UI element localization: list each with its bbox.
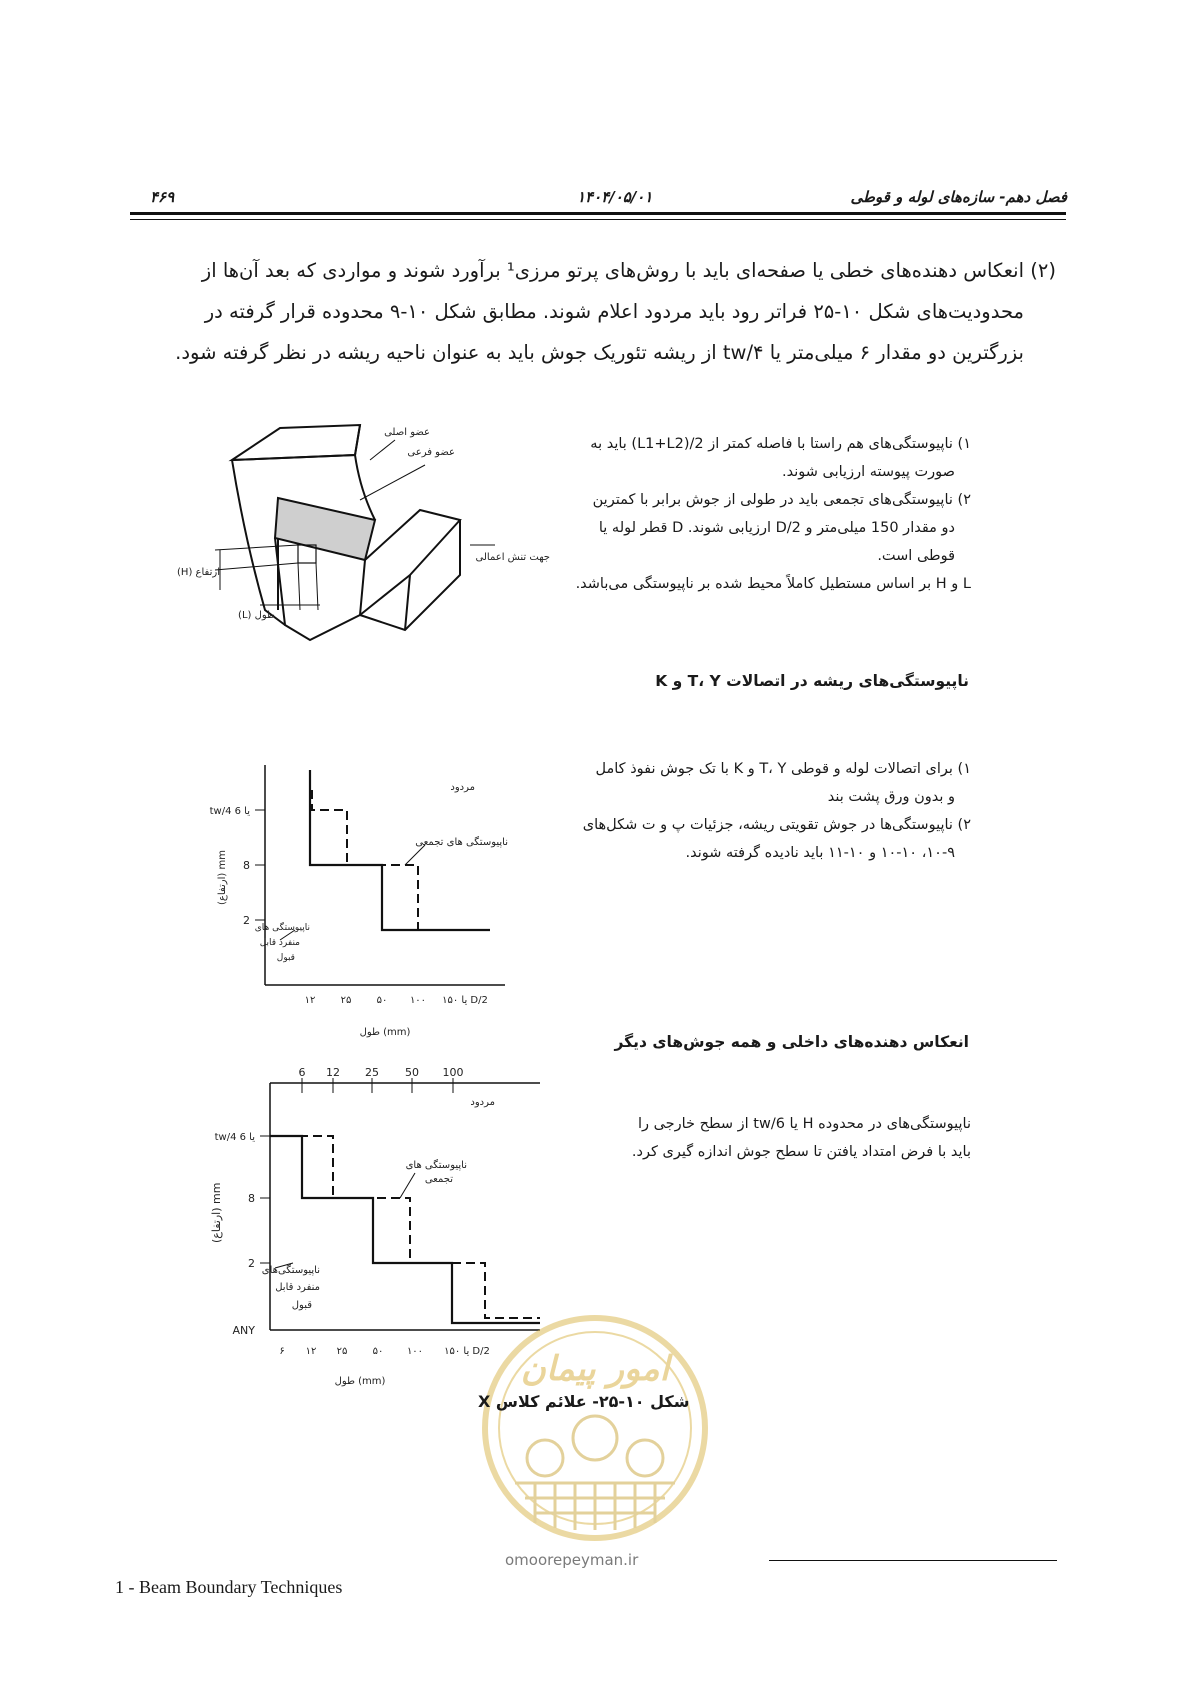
weld-isometric-diagram: [160, 420, 570, 675]
paragraph-line-1: انعکاس دهنده‌های خطی یا صفحه‌ای باید با روش‌های پرتو مرزی¹ برآورد شوند و مواردی که بعد آن‌ها از: [201, 259, 1024, 282]
s2-note1b: و بدون ورق پشت بند: [827, 789, 955, 805]
c1-cumulative: ناپیوستگی های تجمعی: [415, 837, 508, 848]
c2-xtick-50: ۵۰: [372, 1346, 384, 1357]
c1-single-2: منفرد قابل: [259, 938, 300, 948]
footnote: 1 - Beam Boundary Techniques: [115, 1577, 343, 1597]
paragraph-number: (۲): [1030, 259, 1056, 282]
c2-xlabel: طول (mm): [334, 1376, 386, 1387]
c1-xlabel: طول (mm): [359, 1027, 411, 1038]
c2-top-12: 12: [326, 1068, 340, 1079]
watermark-url: omoorepeyman.ir: [505, 1551, 639, 1569]
c2-rejected: مردود: [470, 1097, 495, 1108]
c2-ytick-6: tw/4 یا 6: [214, 1132, 255, 1143]
s1-note2b: دو مقدار 150 میلی‌متر و D/2 ارزیابی شوند. D قطر لوله یا: [598, 520, 955, 536]
header-rule: [130, 212, 1066, 215]
c2-top-50: 50: [405, 1068, 419, 1079]
s2-note2b: ۱۰-۹، ۱۰-۱۰ و ۱۰-۱۱ باید نادیده گرفته شوند.: [685, 845, 955, 861]
s3-note1a: ناپیوستگی‌های در محدوده H یا tw/6 از سطح خارجی را: [637, 1116, 971, 1132]
c1-xtick-50: ۵۰: [376, 995, 388, 1006]
label-main-member: عضو اصلی: [384, 427, 430, 438]
c2-cumulative-2: تجمعی: [424, 1174, 453, 1185]
c2-single-2: منفرد قابل: [275, 1282, 320, 1293]
c1-ylabel: (ارتفاع) mm: [217, 850, 228, 905]
section2-heading: انعکاس دهنده‌های داخلی و همه جوش‌های دیگر: [614, 1033, 969, 1051]
section2-notes: [571, 755, 971, 867]
s1-note3: L و H بر اساس مستطیل کاملاً محیط شده بر ناپیوستگی می‌باشد.: [575, 576, 971, 592]
watermark-brand: امور پیمان: [520, 1349, 670, 1389]
c2-ytick-2: 2: [248, 1257, 255, 1270]
section3-notes: [571, 1110, 971, 1166]
page-number: ۴۶۹: [150, 188, 175, 206]
s1-note2a: ۲) ناپیوستگی‌های تجمعی باید در طولی از جوش برابر با کمترین: [592, 492, 971, 508]
c2-cumulative-1: ناپیوستگی های: [405, 1160, 467, 1171]
label-length: طول (L): [238, 610, 275, 621]
c2-xtick-6: ۶: [279, 1346, 285, 1357]
s3-note1b: باید با فرض امتداد یافتن تا سطح جوش اندازه گیری کرد.: [631, 1144, 971, 1160]
c1-ytick-6: tw/4 یا 6: [209, 806, 250, 817]
c2-ytick-8: 8: [248, 1192, 255, 1205]
section1-heading: ناپیوستگی‌های ریشه در اتصالات T، Y و K: [655, 672, 969, 690]
c2-xtick-12: ۱۲: [305, 1346, 317, 1357]
label-branch-member: عضو فرعی: [407, 447, 455, 458]
header-date: ۱۴۰۴/۰۵/۰۱: [577, 188, 653, 206]
c2-top-25: 25: [365, 1068, 379, 1079]
root-discontinuity-chart: [200, 755, 510, 1050]
c1-xtick-100: ۱۰۰: [409, 995, 427, 1006]
figure-caption: شکل ۱۰-۲۵- علائم کلاس X: [478, 1392, 690, 1411]
label-stress-direction: جهت تنش اعمالی: [475, 552, 550, 563]
label-height: ارتفاع (H): [177, 567, 220, 578]
chapter-title: فصل دهم- سازه‌های لوله و قوطی: [850, 188, 1067, 206]
paragraph-line-3: بزرگترین دو مقدار ۶ میلی‌متر یا tw/۴ از ریشه تئوریک جوش باید به عنوان ناحیه ریشه در نظر گرفته شود.: [175, 341, 1024, 364]
c2-ylabel: (ارتفاع) mm: [210, 1182, 223, 1243]
c1-xtick-25: ۲۵: [340, 995, 352, 1006]
single-discontinuity-line: [310, 770, 490, 930]
s1-note2c: قوطی است.: [877, 548, 955, 564]
c1-ytick-8: 8: [243, 859, 250, 872]
s2-note1a: ۱) برای اتصالات لوله و قوطی T، Y و K با تک جوش نفوذ کامل: [595, 761, 971, 777]
main-paragraph: [129, 250, 1056, 373]
c1-xtick-150: ۱۵۰ یا D/2: [442, 995, 488, 1006]
watermark-seal: [475, 1308, 715, 1543]
c2-top-6: 6: [298, 1068, 306, 1079]
footnote-rule: [769, 1560, 1057, 1561]
c2-single-1: ناپیوستگی‌های: [261, 1265, 320, 1276]
c2-xtick-25: ۲۵: [336, 1346, 348, 1357]
c1-single-3: قبول: [276, 953, 295, 963]
c2-single-3: قبول: [291, 1300, 312, 1311]
c2-xtick-100: ۱۰۰: [406, 1346, 424, 1357]
paragraph-line-2: محدودیت‌های شکل ۱۰-۲۵ فراتر رود باید مردود اعلام شوند. مطابق شکل ۱۰-۹ محدوده قرار گرفته در: [204, 300, 1024, 323]
c1-xtick-12: ۱۲: [304, 995, 316, 1006]
c2-xtick-150: ۱۵۰ یا D/2: [444, 1346, 490, 1357]
c1-single-1: ناپیوستگی های: [254, 923, 310, 933]
s1-note1a: ۱) ناپیوستگی‌های هم راستا با فاصله کمتر از L1+L2)/2) باید به: [590, 436, 971, 452]
section1-notes: [571, 430, 971, 598]
s1-note1b: صورت پیوسته ارزیابی شوند.: [782, 464, 955, 480]
cumulative-discontinuity-line: [312, 790, 490, 930]
header-rule-thin: [130, 219, 1066, 220]
c1-rejected: مردود: [450, 782, 475, 793]
s2-note2a: ۲) ناپیوستگی‌ها در جوش تقویتی ریشه، جزئیات پ و ت شکل‌های: [582, 817, 971, 833]
c1-ytick-2: 2: [243, 914, 250, 927]
c2-ytick-any: ANY: [232, 1324, 255, 1337]
c2-top-100: 100: [442, 1068, 464, 1079]
